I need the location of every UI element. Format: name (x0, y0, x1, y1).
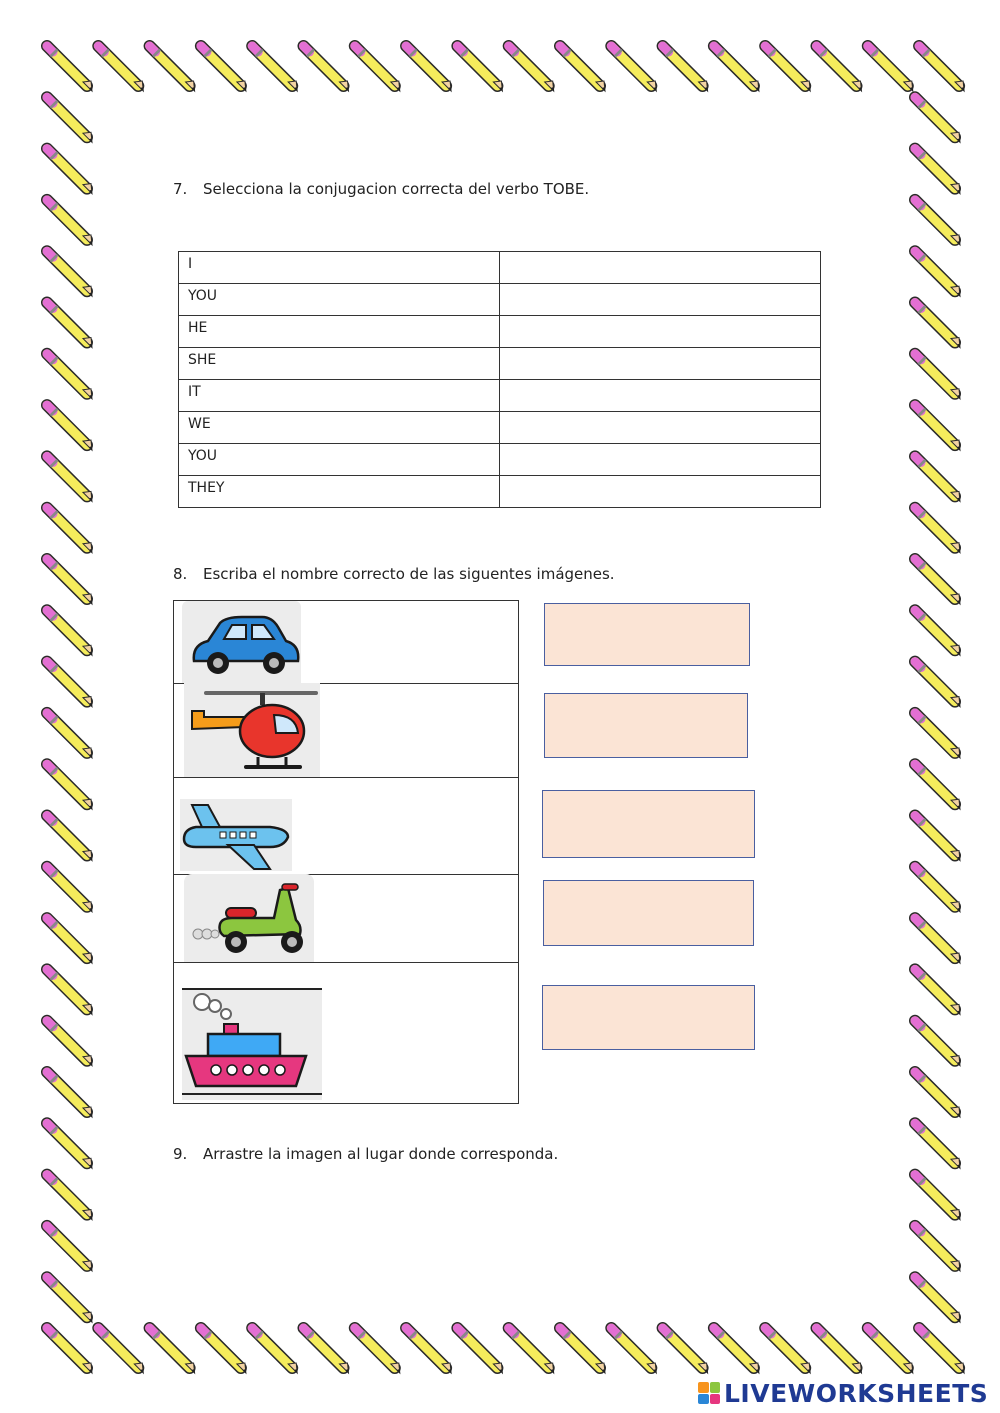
table-row (179, 284, 821, 316)
answer-select-cell[interactable] (500, 348, 821, 380)
pencil-icon (915, 1072, 960, 1117)
pencil-icon (47, 251, 92, 296)
pencil-icon (915, 1123, 960, 1168)
tobe-conjugation-table (178, 251, 821, 508)
pencil-icon (714, 1328, 759, 1373)
answer-select-cell[interactable] (500, 380, 821, 412)
table-row (174, 601, 518, 684)
table-row (179, 348, 821, 380)
answer-select-cell[interactable] (500, 412, 821, 444)
answer-input-ship[interactable] (542, 985, 755, 1050)
pencil-icon (915, 1277, 960, 1322)
pencil-icon (47, 149, 92, 194)
pencil-icon (915, 456, 960, 501)
pencil-icon (457, 1328, 502, 1373)
pencil-icon (765, 1328, 810, 1373)
question-9 (173, 1145, 558, 1163)
pencil-icon (406, 1328, 451, 1373)
car-icon (182, 601, 301, 683)
pencil-icon (47, 200, 92, 245)
pencil-icon (915, 1021, 960, 1066)
pencil-icon (252, 1328, 297, 1373)
pencil-icon (915, 200, 960, 245)
answer-input-airplane[interactable] (542, 790, 755, 858)
pronoun-cell: SHE (179, 348, 500, 380)
answer-select-cell[interactable] (500, 316, 821, 348)
pencil-icon (915, 149, 960, 194)
pencil-icon (509, 1328, 554, 1373)
ship-icon (182, 988, 322, 1100)
pencil-icon (98, 1328, 143, 1373)
pencil-icon (714, 46, 759, 91)
pencil-icon (47, 559, 92, 604)
pencil-icon (915, 610, 960, 655)
table-row (179, 252, 821, 284)
pencil-icon (47, 764, 92, 809)
brand-text: LIVEWORKSHEETS (724, 1378, 989, 1408)
question-number: 7. (173, 180, 188, 198)
question-8 (173, 565, 615, 583)
table-row (174, 962, 518, 1104)
question-text: Selecciona la conjugacion correcta del verbo TOBE. (203, 180, 590, 198)
pronoun-cell: IT (179, 380, 500, 412)
pencil-icon (150, 1328, 195, 1373)
pencil-icon (915, 867, 960, 912)
pencil-icon (47, 405, 92, 450)
pencil-icon (915, 303, 960, 348)
pencil-icon (150, 46, 195, 91)
pencil-icon (868, 1328, 913, 1373)
table-row (174, 874, 518, 963)
pencil-icon (252, 46, 297, 91)
table-row (179, 444, 821, 476)
pencil-icon (47, 713, 92, 758)
pencil-icon (915, 969, 960, 1014)
pencil-icon (560, 46, 605, 91)
vehicle-image-table (173, 600, 519, 1104)
pencil-icon (915, 559, 960, 604)
pencil-icon (47, 918, 92, 963)
table-row (179, 316, 821, 348)
pencil-icon (765, 46, 810, 91)
pencil-icon (915, 662, 960, 707)
pencil-icon (47, 1021, 92, 1066)
pencil-icon (47, 969, 92, 1014)
pencil-icon (47, 46, 92, 91)
answer-select-cell[interactable] (500, 476, 821, 508)
pencil-icon (915, 354, 960, 399)
table-row (179, 380, 821, 412)
pencil-icon (47, 354, 92, 399)
pencil-icon (611, 46, 656, 91)
pencil-icon (919, 1328, 964, 1373)
question-text: Escriba el nombre correcto de las siguentes imágenes. (203, 565, 615, 583)
pencil-icon (304, 46, 349, 91)
pencil-icon (47, 610, 92, 655)
pencil-icon (47, 1072, 92, 1117)
pencil-icon (915, 713, 960, 758)
answer-input-scooter[interactable] (543, 880, 754, 946)
pencil-icon (611, 1328, 656, 1373)
pencil-icon (47, 1123, 92, 1168)
pencil-icon (663, 1328, 708, 1373)
table-row (179, 476, 821, 508)
pencil-icon (457, 46, 502, 91)
pencil-icon (919, 46, 964, 91)
table-row (179, 412, 821, 444)
pencil-icon (915, 1175, 960, 1220)
answer-select-cell[interactable] (500, 444, 821, 476)
pencil-icon (817, 46, 862, 91)
pencil-icon (509, 46, 554, 91)
table-row (174, 683, 518, 778)
answer-select-cell[interactable] (500, 252, 821, 284)
pronoun-cell: YOU (179, 444, 500, 476)
liveworksheets-brand (698, 1378, 988, 1408)
pencil-icon (47, 1226, 92, 1271)
pencil-icon (915, 1226, 960, 1271)
pencil-icon (47, 1328, 92, 1373)
pencil-icon (47, 867, 92, 912)
pencil-icon (47, 508, 92, 553)
pencil-icon (355, 1328, 400, 1373)
airplane-icon (180, 799, 292, 871)
pronoun-cell: YOU (179, 284, 500, 316)
helicopter-icon (184, 683, 320, 777)
pencil-icon (47, 1175, 92, 1220)
table-row (174, 777, 518, 875)
pronoun-cell: HE (179, 316, 500, 348)
pencil-icon (355, 46, 400, 91)
pronoun-cell: WE (179, 412, 500, 444)
pencil-icon (201, 1328, 246, 1373)
pencil-icon (868, 46, 913, 91)
pencil-icon (915, 97, 960, 142)
pencil-icon (47, 456, 92, 501)
pencil-icon (915, 816, 960, 861)
pencil-icon (47, 303, 92, 348)
pencil-icon (817, 1328, 862, 1373)
pronoun-cell: THEY (179, 476, 500, 508)
pencil-icon (304, 1328, 349, 1373)
pencil-icon (915, 764, 960, 809)
question-text: Arrastre la imagen al lugar donde corresponda. (203, 1145, 559, 1163)
scooter-icon (184, 874, 314, 962)
answer-input-car[interactable] (544, 603, 750, 666)
question-7 (173, 180, 589, 198)
question-number: 9. (173, 1145, 188, 1163)
pencil-icon (47, 662, 92, 707)
pencil-icon (915, 405, 960, 450)
lws-logo-icon (698, 1382, 720, 1404)
pencil-icon (915, 508, 960, 553)
pencil-icon (560, 1328, 605, 1373)
question-number: 8. (173, 565, 188, 583)
pencil-icon (47, 97, 92, 142)
pencil-icon (98, 46, 143, 91)
pencil-icon (915, 251, 960, 296)
answer-select-cell[interactable] (500, 284, 821, 316)
pencil-icon (47, 1277, 92, 1322)
pencil-icon (201, 46, 246, 91)
answer-input-helicopter[interactable] (544, 693, 748, 758)
pencil-icon (915, 918, 960, 963)
pencil-icon (406, 46, 451, 91)
pencil-icon (663, 46, 708, 91)
pronoun-cell: I (179, 252, 500, 284)
pencil-icon (47, 816, 92, 861)
